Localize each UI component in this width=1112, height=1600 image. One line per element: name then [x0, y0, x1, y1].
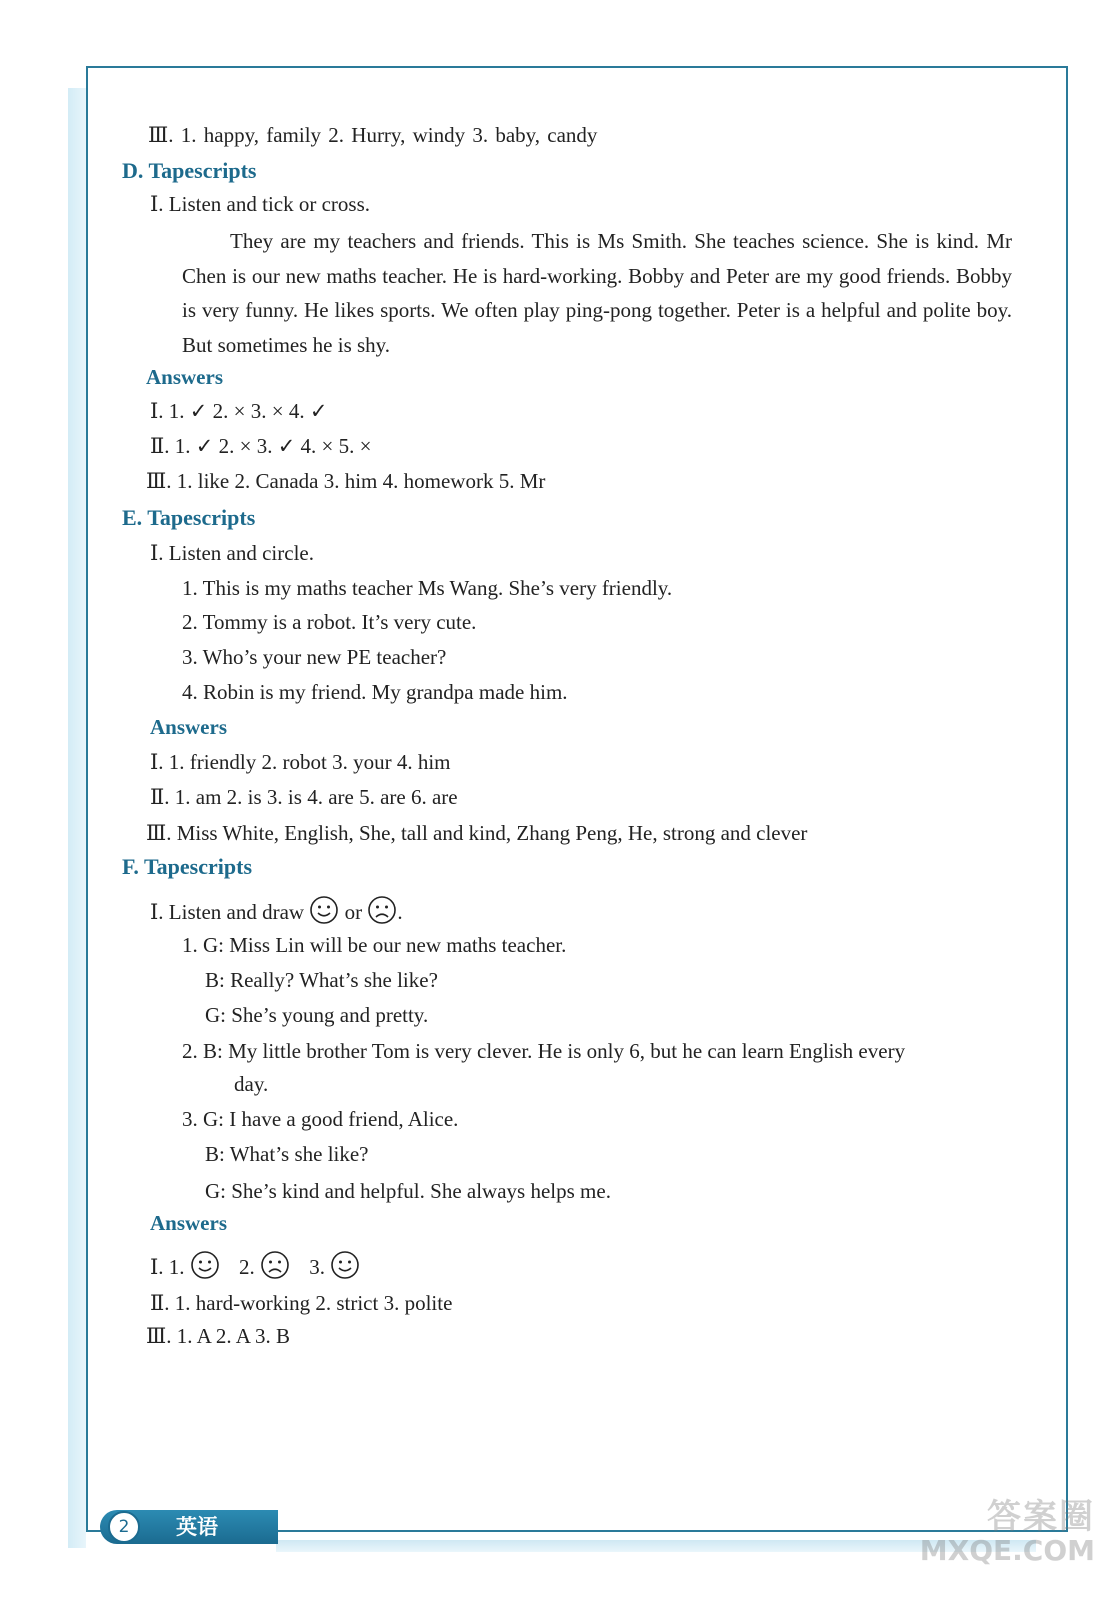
subject-label: 英语: [176, 1515, 218, 1539]
section-f-dialog-1-line-1: 1. G: Miss Lin will be our new maths teacher.: [182, 933, 567, 957]
section-f-dialog-2-line-1: 2. B: My little brother Tom is very clever. He is only 6, but he can learn English every: [182, 1039, 906, 1063]
section-e-answer-i: Ⅰ. 1. friendly 2. robot 3. your 4. him: [150, 750, 451, 774]
section-f-dialog-1-line-3: G: She’s young and pretty.: [205, 1003, 429, 1027]
watermark-line-2: MXQE.COM: [919, 1534, 1095, 1567]
section-e-item-3: 3. Who’s your new PE teacher?: [182, 645, 447, 669]
section-e-instruction: Ⅰ. Listen and circle.: [150, 541, 314, 565]
section-e-item-4: 4. Robin is my friend. My grandpa made him.: [182, 680, 568, 704]
watermark: [905, 1498, 1095, 1566]
section-f-answers-label: Answers: [150, 1211, 227, 1235]
smiley-face-icon: [330, 1250, 360, 1280]
page-number: 2: [108, 1511, 140, 1543]
section-f-answer-ii: Ⅱ. 1. hard-working 2. strict 3. polite: [150, 1291, 453, 1315]
section-c-answer-iii: Ⅲ. 1. happy, family 2. Hurry, windy 3. baby, candy: [148, 123, 598, 147]
section-f-instruction-text: Ⅰ. Listen and draw: [150, 900, 305, 924]
section-d-tapescript-paragraph: They are my teachers and friends. This is Ms Smith. She teaches science. She is kind. Mr Chen is our new maths teacher. He is hard-working. Bobby and Peter are my good friends. Bobby is very funny. He likes sports. We often play ping-pong together. Peter is a helpful and polite boy. But sometimes he is shy.: [182, 229, 1012, 357]
section-f-answer-i: [150, 1250, 360, 1280]
section-d-instruction: Ⅰ. Listen and tick or cross.: [150, 192, 370, 216]
sad-face-icon: [367, 895, 397, 925]
section-e-answer-iii: Ⅲ. Miss White, English, She, tall and kind, Zhang Peng, He, strong and clever: [146, 821, 808, 845]
section-d-answers-label: Answers: [146, 365, 223, 389]
section-f-answer-i-3-label: 3.: [309, 1255, 326, 1279]
smiley-face-icon: [190, 1250, 220, 1280]
section-e-item-2: 2. Tommy is a robot. It’s very cute.: [182, 610, 477, 634]
section-f-instruction-period: .: [397, 900, 403, 924]
section-d-answer-i: Ⅰ. 1. ✓ 2. × 3. × 4. ✓: [150, 399, 328, 423]
left-decor-strip: [68, 88, 86, 1548]
sad-face-icon: [260, 1250, 290, 1280]
section-e-item-1: 1. This is my maths teacher Ms Wang. She’s very friendly.: [182, 576, 673, 600]
section-f-dialog-3-line-1: 3. G: I have a good friend, Alice.: [182, 1107, 459, 1131]
section-f-dialog-3-line-2: B: What’s she like?: [205, 1142, 369, 1166]
section-f-instruction-or: or: [344, 900, 363, 924]
section-e-answer-ii: Ⅱ. 1. am 2. is 3. is 4. are 5. are 6. are: [150, 785, 458, 809]
section-f-answer-i-2-label: 2.: [239, 1255, 255, 1279]
section-e-answers-label: Answers: [150, 715, 227, 739]
section-e-heading: E. Tapescripts: [122, 505, 256, 530]
section-f-heading: F. Tapescripts: [122, 854, 253, 879]
section-d-heading: D. Tapescripts: [122, 158, 257, 183]
section-d-answer-iii: Ⅲ. 1. like 2. Canada 3. him 4. homework 5. Mr: [146, 469, 546, 493]
section-f-dialog-3-line-3: G: She’s kind and helpful. She always helps me.: [205, 1179, 611, 1203]
section-f-dialog-2-line-2: day.: [234, 1072, 269, 1096]
section-f-answer-iii: Ⅲ. 1. A 2. A 3. B: [146, 1324, 290, 1348]
section-f-answer-i-prefix: Ⅰ. 1.: [150, 1255, 185, 1279]
watermark-line-1: 答案圈: [987, 1497, 1095, 1537]
smiley-face-icon: [309, 895, 339, 925]
section-f-instruction: [150, 895, 403, 925]
section-f-dialog-1-line-2: B: Really? What’s she like?: [205, 968, 438, 992]
section-d-answer-ii: Ⅱ. 1. ✓ 2. × 3. ✓ 4. × 5. ×: [150, 434, 372, 458]
